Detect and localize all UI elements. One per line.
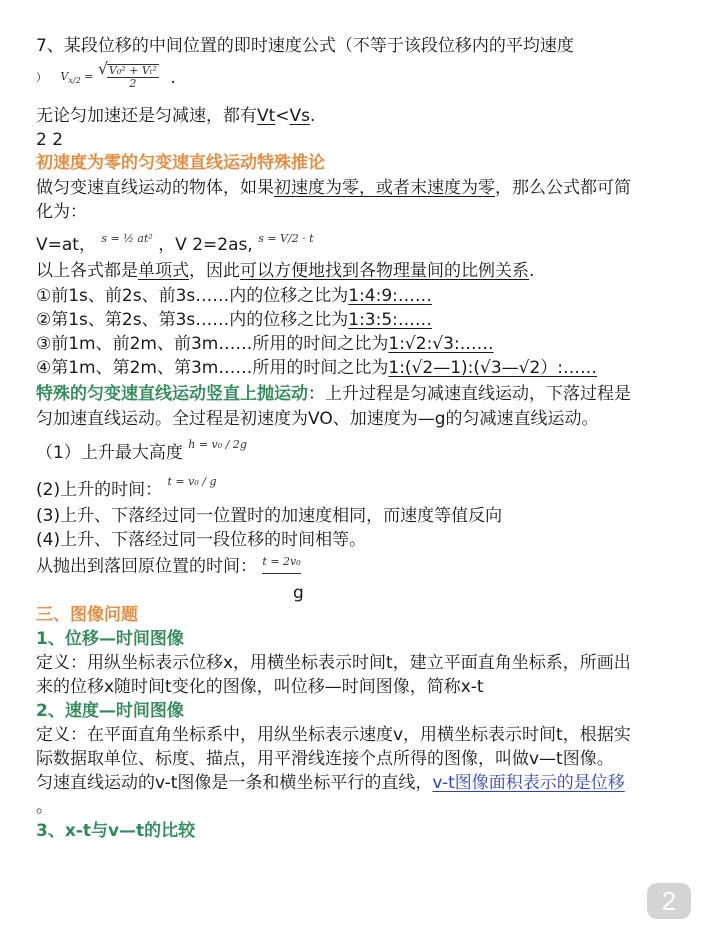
- text-run: ①前1s、前2s、前3s……内的位移之比为: [36, 286, 349, 306]
- formula-total-time: t = 2v₀: [262, 551, 300, 574]
- statement-text: 无论匀加速还是匀减速，都有: [36, 106, 257, 126]
- formula-v2-2as: ，V 2=2as,: [158, 235, 253, 255]
- paragraph-line: 。: [36, 797, 53, 817]
- paragraph-line: 来的位移x随时间t变化的图像，叫位移—时间图像，简称x-t: [36, 677, 484, 697]
- paragraph-line: 化为：: [36, 202, 87, 222]
- text-run: 以上各式都是: [36, 261, 138, 281]
- vt-area-link[interactable]: v-t图像面积表示的是位移: [432, 773, 625, 793]
- text-run: (2)上升的时间：: [36, 480, 163, 500]
- closing-paren: ）: [36, 71, 47, 85]
- formula-line: [36, 234, 314, 256]
- midpoint-velocity-formula-row: [36, 64, 176, 98]
- vt-symbol: Vt: [257, 106, 276, 126]
- ratio-value: 1:3:5:……: [348, 310, 432, 330]
- midpoint-velocity-formula: [60, 64, 159, 92]
- text-run: ②第1s、第2s、第3s……内的位移之比为: [36, 310, 349, 330]
- formula-denominator-g: g: [293, 583, 304, 603]
- ratio-value: 1:√2:√3:……: [388, 334, 494, 354]
- text-run: ：上升过程是匀减速直线运动，下落过程是: [308, 384, 631, 404]
- formula-fraction: [107, 64, 159, 90]
- formula-v-at: V=at，: [36, 235, 96, 255]
- text-run: ③前1m、前2m、前3m……所用的时间之比为: [36, 334, 389, 354]
- ratio-item-1: [36, 285, 432, 307]
- paragraph-line: 定义：用纵坐标表示位移x，用横坐标表示时间t，建立平面直角坐标系，所画出: [36, 653, 631, 673]
- item-7-text: 7、某段位移的中间位置的即时速度公式（不等于该段位移内的平均速度: [36, 36, 574, 56]
- vertical-throw-line: [36, 383, 631, 405]
- formula-eq: =: [84, 70, 94, 83]
- paragraph-line: 匀加速直线运动。全过程是初速度为VO、加速度为—g的匀减速直线运动。: [36, 409, 599, 429]
- vs-symbol: Vs: [289, 106, 311, 126]
- paragraph-line: (3)上升、下落经过同一位置时的加速度相同，而速度等值反向: [36, 506, 503, 526]
- statement-end: .: [310, 106, 316, 126]
- ratio-item-3: [36, 333, 494, 355]
- formula-denominator: 2: [129, 77, 137, 90]
- ratio-item-4: [36, 357, 597, 379]
- formula-s-half-at2: s = ½ at²: [101, 232, 153, 245]
- rise-time-line: [36, 475, 217, 501]
- formula-lhs: V: [60, 70, 69, 83]
- paragraph-line: [36, 177, 631, 199]
- formula-rise-time: t = v₀ / g: [167, 475, 217, 488]
- formula-max-height: h = v₀ / 2g: [188, 438, 247, 451]
- paragraph-line: [36, 772, 625, 794]
- formula-dot: .: [170, 68, 176, 89]
- formula-s-v-half-t: s = V/2 · t: [258, 232, 314, 245]
- ratio-item-2: [36, 309, 432, 331]
- text-run: ，那么公式都可简: [495, 178, 631, 198]
- paragraph-line: [36, 260, 534, 282]
- text-run: 匀速直线运动的v-t图像是一条和横坐标平行的直线，: [36, 773, 433, 793]
- formula-sub: x/2: [68, 76, 81, 86]
- section-heading-graphs: 三、图像问题: [36, 605, 138, 625]
- section-heading-zero-initial-velocity: 初速度为零的匀变速直线运动特殊推论: [36, 153, 325, 173]
- paragraph-line: (4)上升、下落经过同一段位移的时间相等。: [36, 530, 367, 550]
- paragraph-line: 定义：在平面直角坐标系中，用纵坐标表示速度v，用横坐标表示时间t，根据实: [36, 725, 631, 745]
- less-than: <: [275, 106, 290, 126]
- underlined-text: 初速度为零，或者末速度为零: [274, 178, 495, 198]
- underlined-text: 单项式: [138, 261, 189, 281]
- text-run: ，因此: [189, 261, 240, 281]
- text-run: 从抛出到落回原位置的时间：: [36, 556, 257, 577]
- paragraph-line: 际数据取单位、标度、描点，用平滑线连接个点所得的图像，叫做v—t图像。: [36, 749, 614, 769]
- vt-vs-statement: [36, 105, 315, 127]
- subheading-xt-vt-compare: 3、x-t与v—t的比较: [36, 821, 196, 841]
- subheading-velocity-time: 2、速度—时间图像: [36, 701, 184, 721]
- max-height-line: [36, 438, 247, 464]
- text-run: .: [529, 261, 535, 281]
- ratio-value: 1:(√2—1):(√3—√2）:……: [388, 358, 598, 378]
- page-number-badge: 2: [647, 883, 691, 919]
- total-time-line: [36, 555, 301, 578]
- subheading-displacement-time: 1、位移—时间图像: [36, 629, 184, 649]
- underlined-text: 可以方便地找到各物理量间的比例关系: [240, 261, 529, 281]
- vertical-throw-heading: 特殊的匀变速直线运动竖直上抛运动: [36, 384, 308, 404]
- subscript-residue: 2 2: [36, 130, 64, 150]
- text-run: 做匀变速直线运动的物体，如果: [36, 178, 274, 198]
- ratio-value: 1:4:9:……: [348, 286, 432, 306]
- text-run: （1）上升最大高度: [36, 443, 183, 463]
- formula-numerator: √ V₀² + Vₜ²: [107, 64, 159, 78]
- text-run: ④第1m、第2m、第3m……所用的时间之比为: [36, 358, 389, 378]
